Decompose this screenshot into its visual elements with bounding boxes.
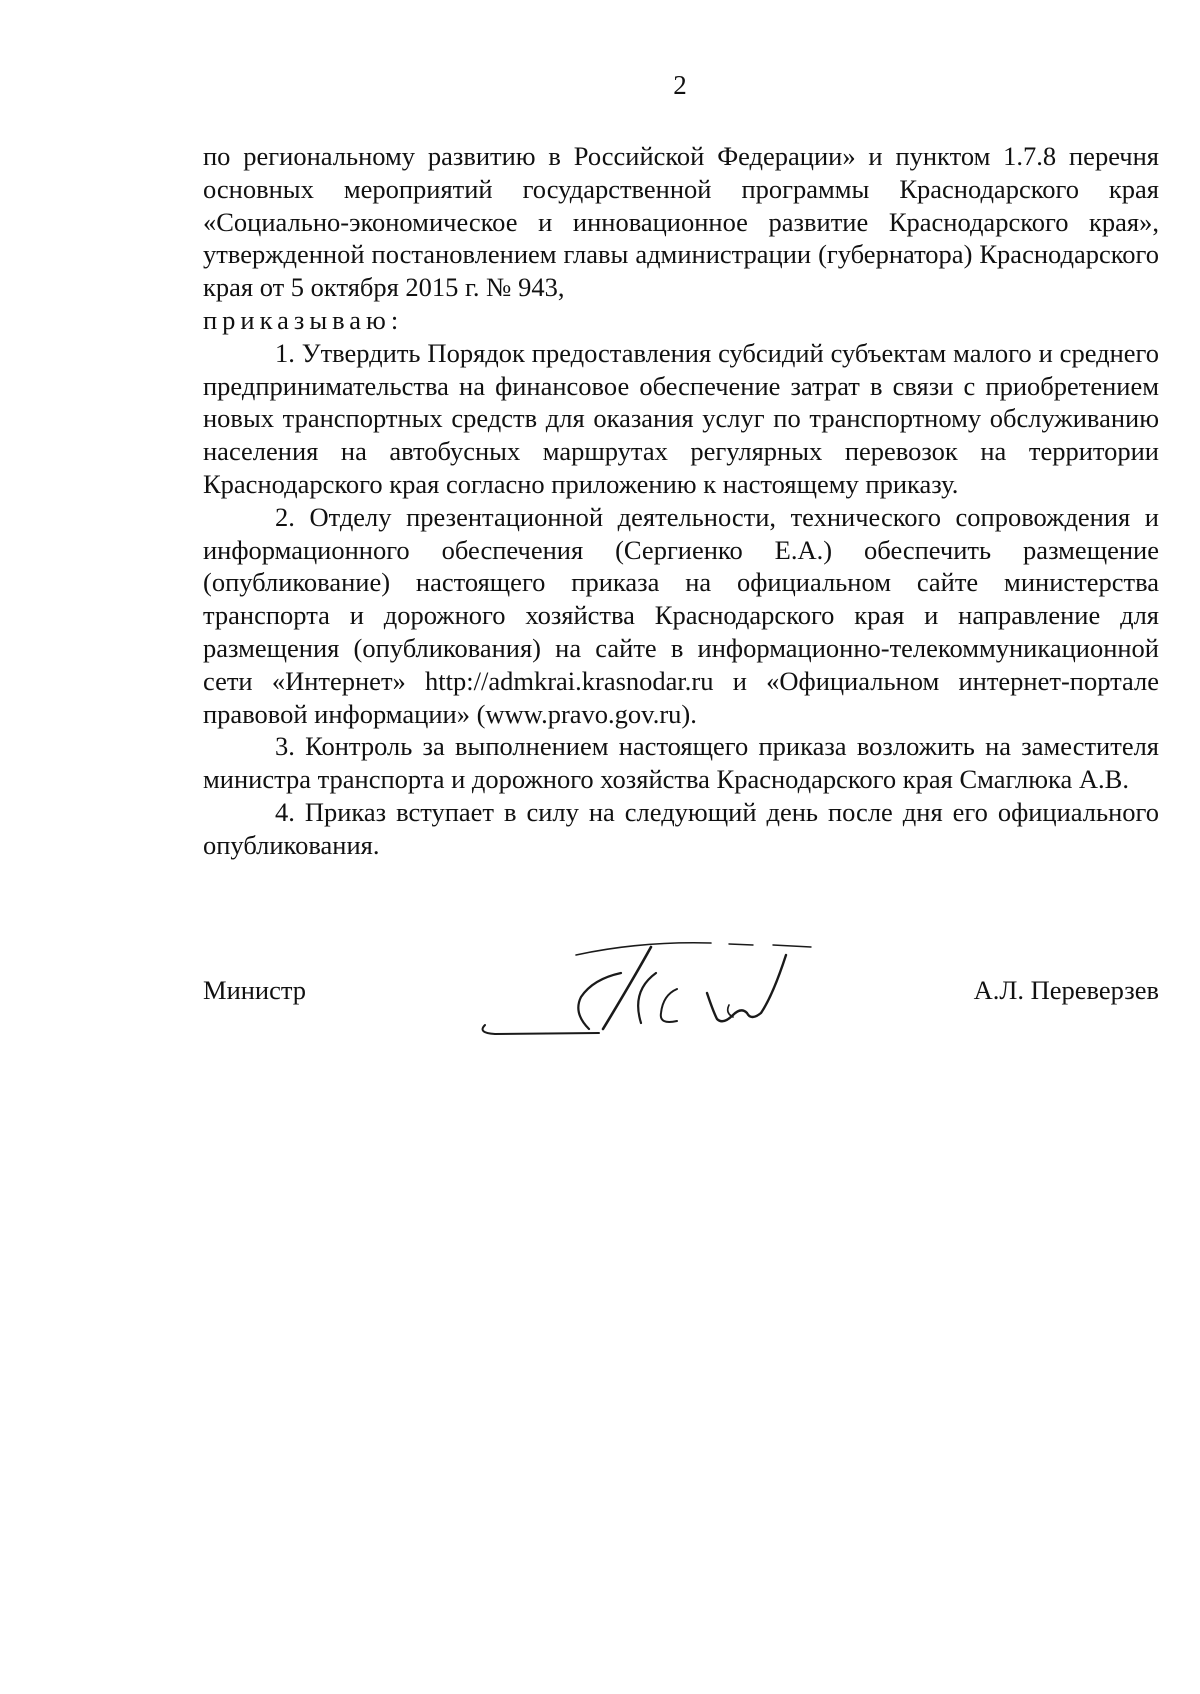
signatory-title: Министр	[203, 975, 307, 1005]
order-item-1: 1. Утвердить Порядок предоставления субсидий субъектам малого и среднего предпринимательства на финансовое обеспечение затрат в связи с приобретением новых транспортных средств для оказания услуг по транспортному обслуживанию населения на автобусных маршрутах регулярных перевозок на территории Краснодарского края согласно приложению к настоящему приказу.	[203, 337, 1159, 499]
order-item-3: 3. Контроль за выполнением настоящего приказа возложить на заместителя министра транспорта и дорожного хозяйства Краснодарского края Смаглюка А.В.	[203, 731, 1159, 795]
signature-block	[203, 975, 1159, 1085]
order-word-text: приказываю:	[203, 304, 404, 335]
order-word	[203, 304, 1159, 337]
document-body	[203, 140, 1159, 862]
page-number: 2	[673, 70, 687, 100]
handwritten-signature	[481, 933, 841, 1053]
order-item-2: 2. Отделу презентационной деятельности, технического сопровождения и информационного обеспечения (Сергиенко Е.А.) обеспечить размещение (опубликование) настоящего приказа на официальном сайте министерства транспорта и дорожного хозяйства Краснодарского края и направление для размещения (опубликования) на сайте в информационно-телекоммуникационной сети «Интернет» http://admkrai.krasnodar.ru и «Официальном интернет-портале правовой информации» (www.pravo.gov.ru).	[203, 501, 1159, 729]
signatory-name: А.Л. Переверзев	[973, 975, 1159, 1005]
intro-paragraph: по региональному развитию в Российской Федерации» и пунктом 1.7.8 перечня основных мероприятий государственной программы Краснодарского края «Социально-экономическое и инновационное развитие Краснодарского края», утвержденной постановлением главы администрации (губернатора) Краснодарского края от 5 октября 2015 г. № 943,	[203, 141, 1159, 303]
order-item-4: 4. Приказ вступает в силу на следующий день после дня его официального опубликования.	[203, 796, 1159, 860]
